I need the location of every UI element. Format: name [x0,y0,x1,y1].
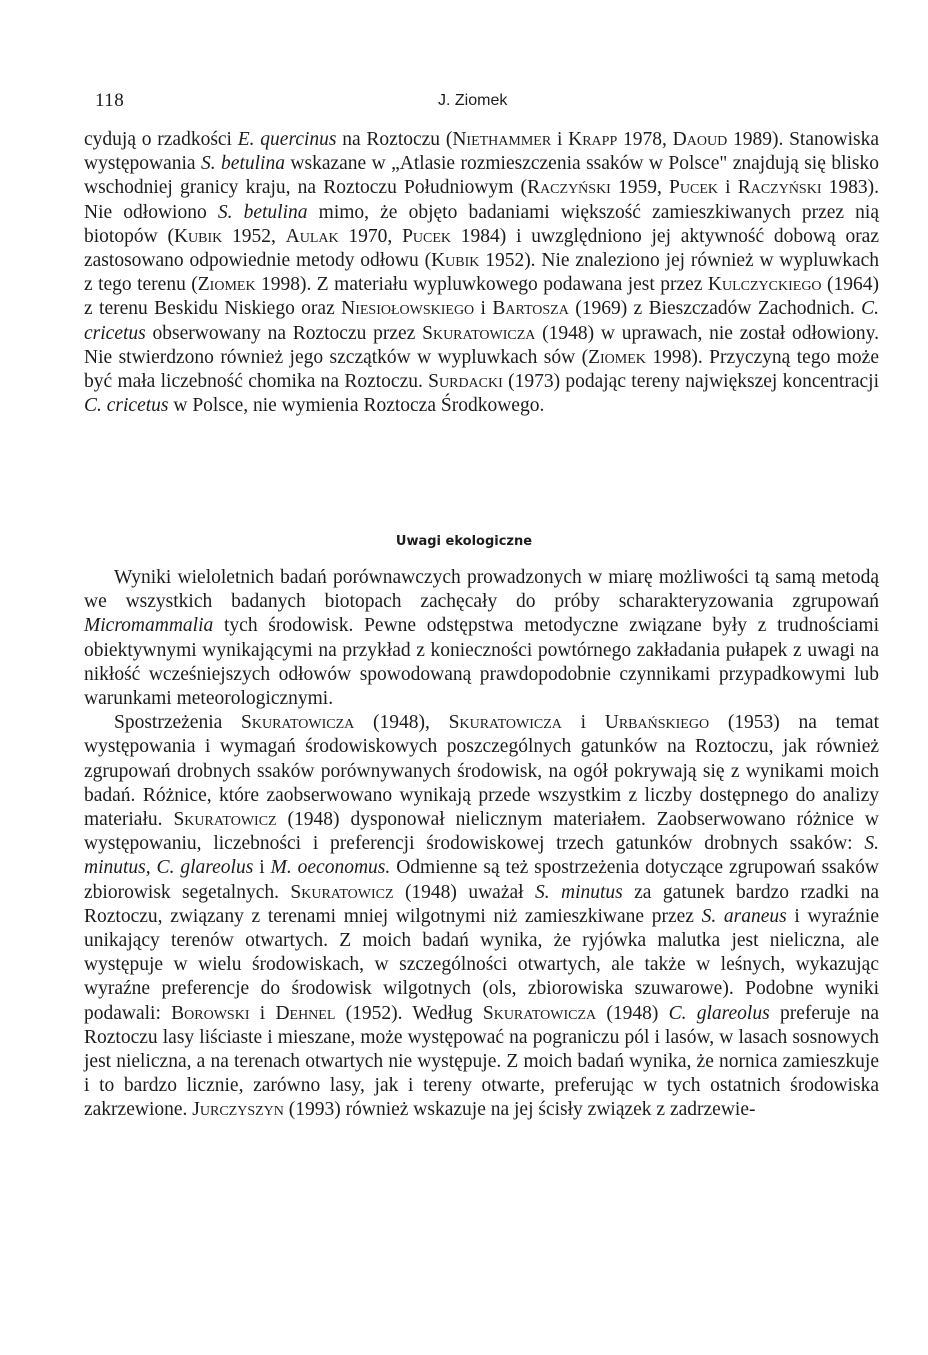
author-name: Skuratowicza [482,1002,597,1024]
text-run: 1952, [222,225,286,247]
author-name: Niesiołowskiego [341,298,475,320]
text-run: i [551,129,569,150]
species-name: E. quercinus [237,129,337,150]
text-run: i wyraźnie unikający terenów otwartych. Z moich badań wynika, że ryjówka malutka jest nieliczna, ale występuje w wielu środowiskach, w szczególności otwartych, ale także w leśnych, wykazując wyraźne preferencje do środowisk wilgotnych (ols, zbiorowiska szuwarowe). Podobne wyniki podawali: [84,905,879,1024]
text-run: 1998). Z materiału wypluwkowego podawana jest przez [255,274,708,296]
species-name: C. cricetus [84,298,879,344]
text-run: (1953) na temat występowania i wymagań środowiskowych poszczególnych gatunków na Roztoczu, jak również zgrupowań drobnych ssaków porównywanych środowisk, na ogół pokrywają się z wynikami moich badań. Różnice, które zaobserwowano wynikają przede wszystkim z liczby dostępnego do analizy materiału. [84,712,879,831]
section-heading: Uwagi ekologiczne [395,534,533,549]
running-head: J. Ziomek [438,92,508,109]
text-run: 1984) i uwzględniono jej aktywność dobową oraz zastosowano odpowiednie metody odłowu ( [84,225,879,272]
author-name: Urbańskiego [604,712,710,734]
text-run: 1989). Stanowiska występowania [84,129,879,175]
text-run: mimo, że objęto badaniami większość zamieszkiwanych przez nią biotopów ( [84,201,879,247]
author-name: Aulak [285,225,339,247]
text-run: obserwowany na Roztoczu przez [145,322,423,344]
text-run: za gatunek bardzo rzadki na Roztoczu, związany z terenami mniej wilgotnymi niż zamieszkiwane przez [84,881,879,927]
species-name: C. glareolus [668,1002,770,1024]
text-run: 1998). Przyczyną tego może być mała liczebność chomika na Roztoczu. [84,346,879,393]
species-name: Micromammalia [84,615,214,637]
text-run: i [561,712,605,734]
author-name: Surdacki [428,371,503,393]
author-name: Dehnel [275,1002,336,1024]
text-run: Spostrzeżenia [114,712,242,734]
author-name: Skuratowicza [422,322,536,344]
text-run: (1969) z Bieszczadów Zachodnich. [568,298,862,320]
author-name: Kulczyckiego [707,274,822,296]
page-number: 118 [95,90,125,111]
author-name: Krapp [568,129,618,150]
text-run: w Polsce, nie wymienia Roztocza Środkowego. [168,395,545,417]
author-name: Kubik [173,225,223,247]
text-run: (1948) [596,1002,669,1024]
text-run: (1964) z terenu Beskidu Niskiego oraz [84,274,879,320]
text-run: i [718,177,738,199]
author-name: Kubik [431,250,480,272]
text-run: (1948) uważał [393,881,535,903]
body-text-top [84,128,879,418]
species-name: S. minutus, C. glareolus [84,833,879,879]
text-run: 1952). Nie znaleziono jej również w wypluwkach z tego terenu ( [84,250,880,296]
text-run: (1993) również wskazuje na jej ścisły związek z zadrzewie- [283,1099,756,1121]
author-name: Skuratowicza [448,712,562,734]
text-run: (1973) podając tereny największej koncentracji [502,371,879,393]
text-run: (1952). Według [335,1002,483,1024]
text-run: na Roztoczu ( [336,129,453,150]
author-name: Skuratowicz [173,809,277,831]
text-run: wskazane w „Atlasie rozmieszczenia ssaków w Polsce" znajdują się blisko wschodniej granicy kraju, na Roztoczu Południowym ( [84,153,879,199]
paragraph [84,566,879,711]
text-run: cydują o rzadkości [84,129,238,150]
author-name: Raczyński [737,177,822,199]
author-name: Pucek [669,177,718,199]
text-run: i [249,1002,276,1024]
author-name: Pucek [402,225,452,247]
author-name: Borowski [171,1002,250,1024]
paragraph [84,711,879,1122]
text-run: 1970, [338,225,403,247]
species-name: S. minutus [534,881,623,903]
body-text-bottom [84,566,879,1123]
author-name: Raczyński [527,177,611,199]
author-name: Niethammer [452,129,552,150]
author-name: Ziomek [197,274,256,296]
author-name: Bartosza [492,298,569,320]
species-name: M. oeconomus. [270,857,391,879]
text-run: Odmienne są też spostrzeżenia dotyczące zgrupowań ssaków zbiorowisk segetalnych. [84,857,879,903]
text-run: tych środowisk. Pewne odstępstwa metodyczne związane były z trudnościami obiektywnymi wynikającymi na przykład z konieczności powtórnego zakładania pułapek z uwagi na nikłość wcześniejszych odłowów spowodowaną prawdopodobnie czynnikami przypadkowymi lub warunkami meteorologicznymi. [84,615,879,710]
text-run: (1948) dysponował nielicznym materiałem. Zaobserwowano różnice w występowaniu, liczebności i preferencji środowiskowej trzech gatunków drobnych ssaków: [84,809,879,855]
author-name: Daoud [672,129,728,150]
author-name: Skuratowicza [241,712,355,734]
author-name: Ziomek [588,346,646,368]
paragraph [84,128,879,418]
text-run: i [474,298,493,320]
text-run: preferuje na Roztoczu lasy liściaste i mieszane, może występować na pograniczu pól i lasów, w lasach sosnowych jest nieliczna, a na terenach otwartych nie występuje. Z moich badań wynika, że nornica zamieszkuje i to bardzo licznie, zarówno lasy, jak i tereny otwarte, preferując w tych ostatnich środowiska zakrzewione. [84,1002,879,1121]
author-name: Jurczyszyn [192,1099,284,1121]
text-run: 1983). Nie odłowiono [84,177,880,223]
text-run: 1959, [610,177,670,199]
species-name: S. betulina [201,153,285,175]
text-run: (1948), [354,712,449,734]
text-run: i [253,857,271,879]
species-name: S. araneus [701,905,787,927]
species-name: C. cricetus [84,395,169,417]
species-name: S. betulina [217,201,308,223]
text-run: (1948) w uprawach, nie został odłowiony. Nie stwierdzono również jego szczątków w wypluwkach sów ( [84,322,879,368]
author-name: Skuratowicz [290,881,394,903]
text-run: Wyniki wieloletnich badań porównawczych prowadzonych w miarę możliwości tą samą metodą we wszystkich badanych biotopach zachęcały do próby scharakteryzowania zgrupowań [84,567,879,613]
text-run: 1978, [617,129,673,150]
